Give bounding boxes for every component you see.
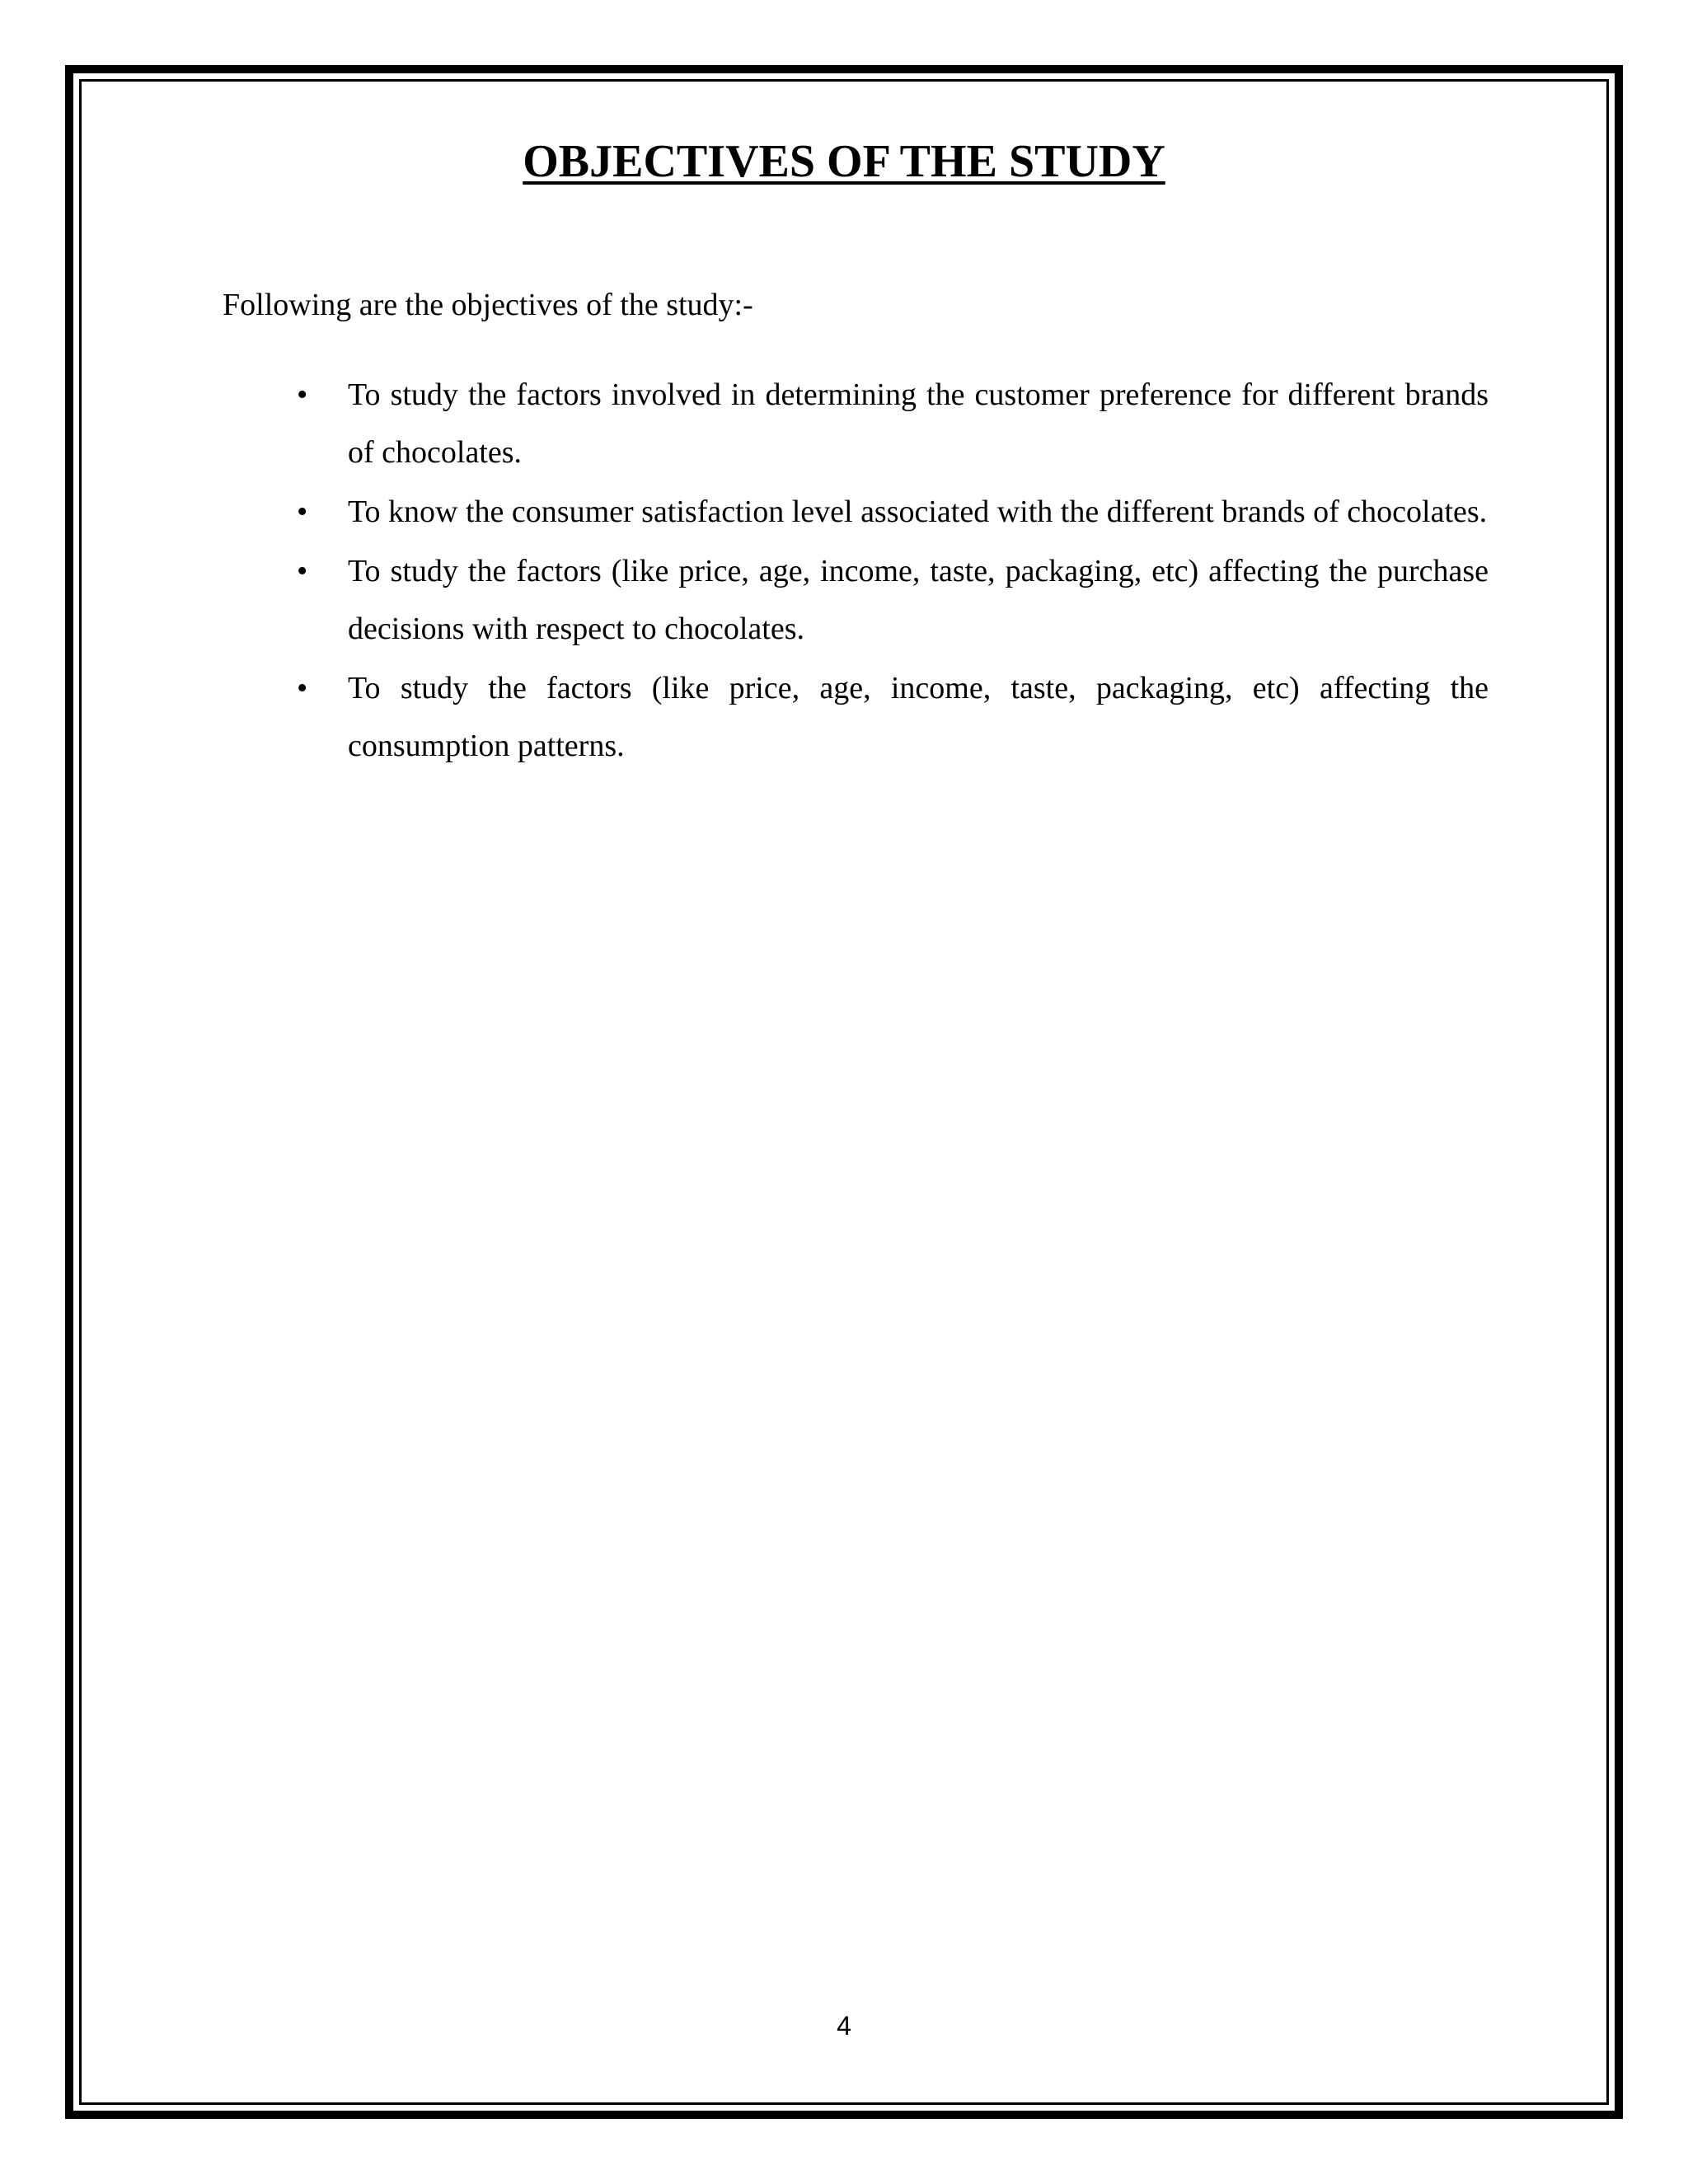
intro-paragraph: Following are the objectives of the study:-: [223, 288, 753, 322]
page-title-text: OBJECTIVES OF THE STUDY: [523, 136, 1165, 187]
bullet-icon: •: [297, 377, 308, 412]
bullet-icon: •: [297, 671, 308, 705]
objective-item: [297, 483, 1489, 541]
objective-item: [297, 366, 1489, 481]
objective-text: To study the factors (like price, age, income, taste, packaging, etc) affecting the purchase decisions with respect to chocolates.: [348, 554, 1489, 646]
page-title: [0, 132, 1688, 191]
objective-text: To know the consumer satisfaction level associated with the different brands of chocolates.: [348, 494, 1488, 529]
bullet-icon: •: [297, 554, 308, 588]
objectives-list: [297, 366, 1489, 776]
objective-item: [297, 542, 1489, 658]
objective-text: To study the factors involved in determining the customer preference for different brands of chocolates.: [348, 377, 1489, 470]
page-number: 4: [837, 2011, 851, 2041]
objective-text: To study the factors (like price, age, income, taste, packaging, etc) affecting the consumption patterns.: [348, 671, 1489, 763]
objective-item: [297, 659, 1489, 775]
bullet-icon: •: [297, 494, 308, 529]
